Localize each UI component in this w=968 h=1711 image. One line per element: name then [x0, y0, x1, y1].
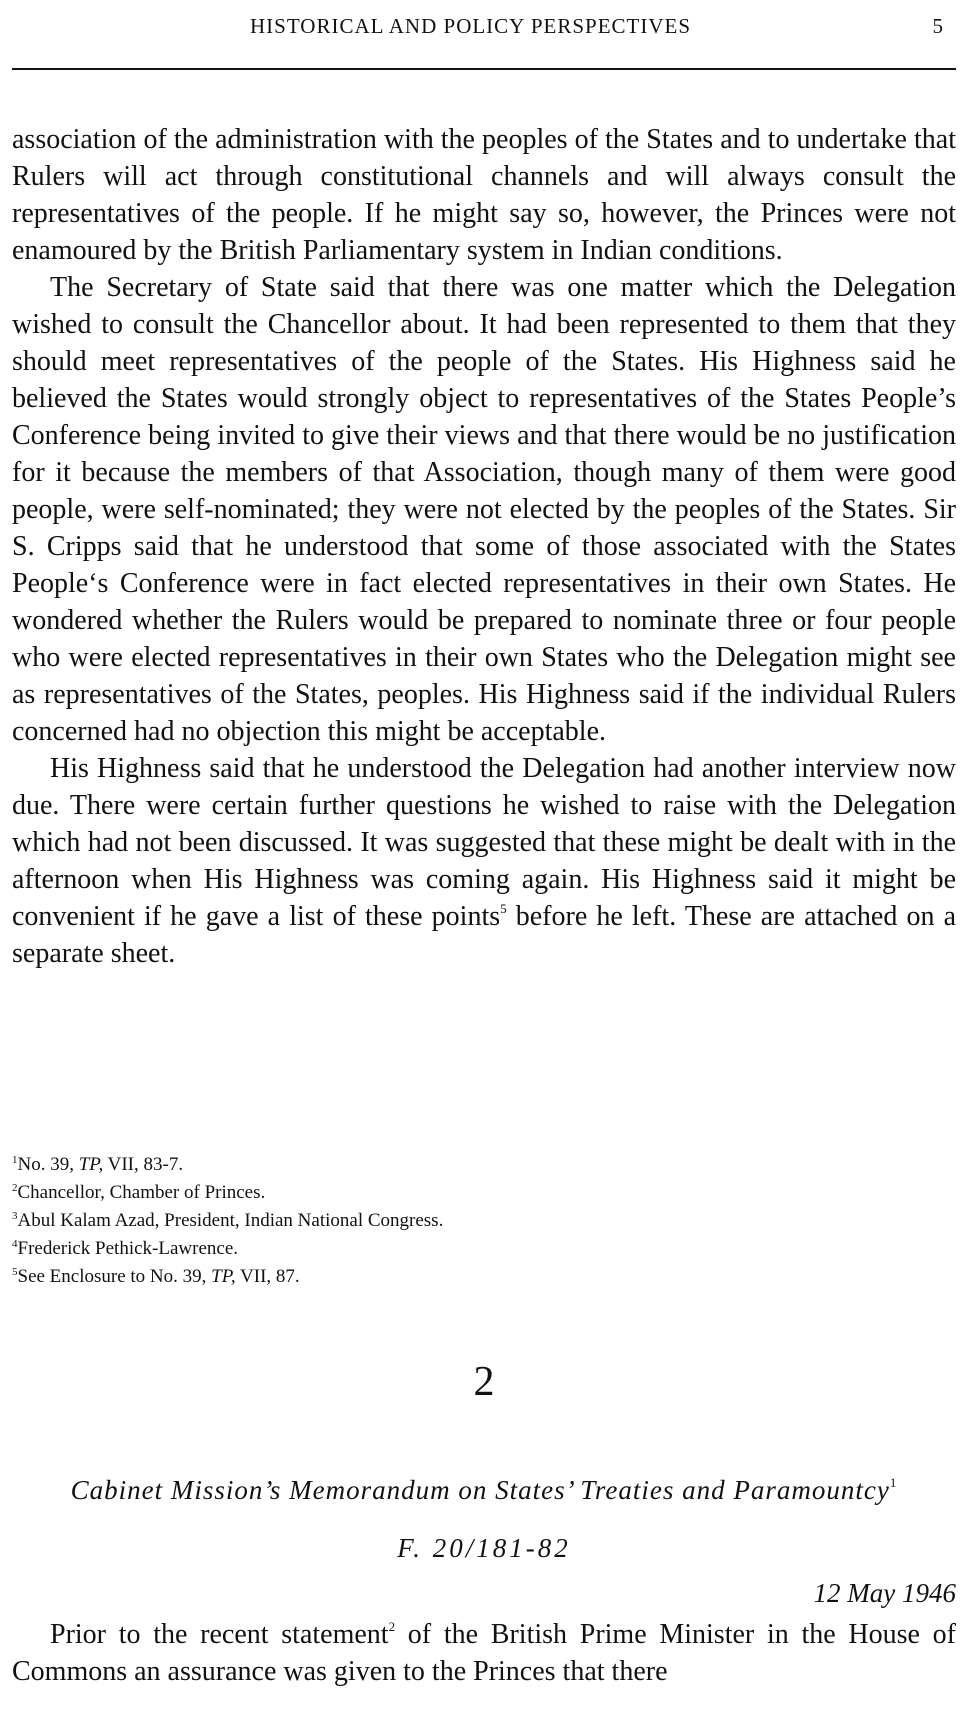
footnote-reference: 2 [388, 1618, 396, 1634]
paragraph [12, 750, 956, 972]
document-date: 12 May 1946 [813, 1578, 956, 1608]
text-run: VII, 87. [235, 1266, 300, 1287]
italic-text: TP, [211, 1266, 236, 1287]
document-reference: F. 20/181-82 [397, 1533, 571, 1563]
body-text [12, 121, 956, 972]
text-run: association of the administration with the peoples of the States and to undertake that Rulers will act through constitutional channels and will always consult the representatives of the people. If he might say so, however, the Princes were not enamoured by the British Parliamentary system in Indian conditions. [12, 124, 956, 266]
footnote-number: 1 [12, 1153, 18, 1166]
italic-text: TP, [78, 1154, 104, 1175]
text-run: VII, 83-7. [103, 1154, 184, 1175]
footnotes [12, 1151, 812, 1291]
footnote [12, 1179, 812, 1207]
document-number: 2 [473, 1359, 495, 1405]
text-run: Frederick Pethick-Lawrence. [17, 1238, 239, 1259]
footnote [12, 1263, 812, 1291]
text-run: See Enclosure to No. 39, [17, 1266, 212, 1287]
text-run: before he left. These are attached on a separate sheet. [12, 901, 957, 969]
footnote [12, 1151, 812, 1179]
footnote-reference: 5 [500, 900, 507, 916]
text-run: Abul Kalam Azad, President, Indian National Congress. [17, 1210, 444, 1231]
text-run: No. 39, [17, 1154, 79, 1175]
document-body [12, 1616, 956, 1690]
document-title [12, 1475, 956, 1506]
paragraph [12, 269, 956, 750]
page-number: 5 [932, 14, 944, 38]
document-title-note: 1 [889, 1475, 898, 1490]
text-run: Prior to the recent statement [50, 1619, 389, 1650]
text-run: of the British Prime Minister in the House of Commons an assurance was given to the Princes that there [12, 1619, 956, 1687]
header-rule [12, 68, 956, 70]
footnote [12, 1207, 812, 1235]
text-run: The Secretary of State said that there was one matter which the Delegation wished to consult the Chancellor about. It had been represented to them that they should meet representatives of the people of the States. His Highness said he believed the States would strongly object to representatives of the States People’s Conference being invited to give their views and that there would be no justification for it because the members of that Association, though many of them were good people, were self-nominated; they were not elected by the peoples of the States. Sir S. Cripps said that he understood that some of those associated with the States People‘s Conference were in fact elected representatives in their own States. He wondered whether the Rulers would be prepared to nominate three or four people who were elected representatives in their own States who the Delegation might see as representatives of the States, peoples. His Highness said if the individual Rulers concerned had no objection this might be acceptable. [12, 272, 956, 747]
text-run: Chancellor, Chamber of Princes. [17, 1182, 266, 1203]
paragraph [12, 121, 956, 269]
running-header [12, 14, 956, 44]
text-run: His Highness said that he understood the Delegation had another interview now due. There were certain further questions he wished to raise with the Delegation which had not been discussed. It was suggested that these might be dealt with in the afternoon when His Highness was coming again. His Highness said it might be convenient if he gave a list of these points [12, 753, 956, 932]
footnote-number: 4 [12, 1237, 18, 1250]
paragraph [12, 1616, 956, 1690]
running-title: HISTORICAL AND POLICY PERSPECTIVES [250, 14, 692, 38]
footnote-number: 3 [12, 1209, 18, 1222]
document-title-text: Cabinet Mission’s Memorandum on States’ Treaties and Paramountcy [70, 1475, 890, 1505]
footnote-number: 2 [12, 1181, 18, 1194]
footnote-number: 5 [12, 1265, 18, 1278]
footnote [12, 1235, 812, 1263]
